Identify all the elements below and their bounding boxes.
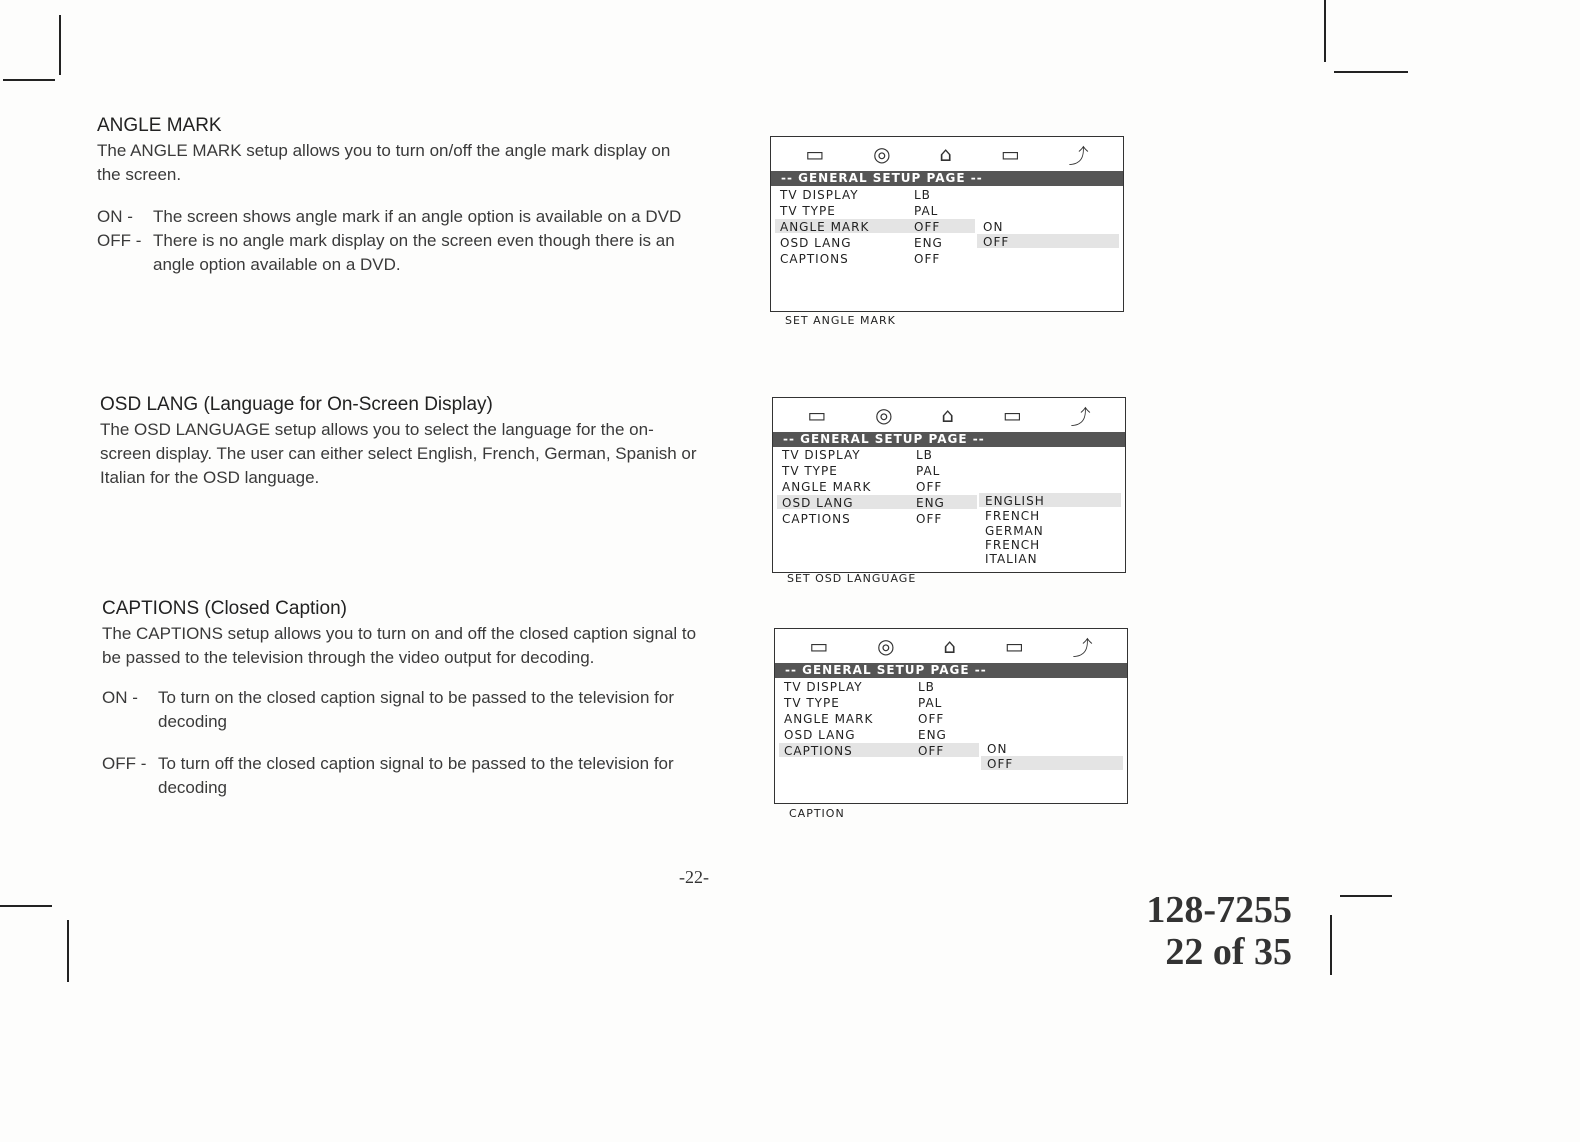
option-key: ON - [97,207,133,226]
screen-caption: SET OSD LANGUAGE [787,572,917,585]
crop-mark [1340,895,1392,897]
option-off [97,229,697,277]
menu-option: ENGLISH [985,494,1045,508]
crop-mark [0,905,52,907]
menu-row-label: ANGLE MARK [780,220,870,234]
exit-icon: ⤴ [1068,143,1089,168]
option-text: To turn off the closed caption signal to be passed to the television for decoding [158,754,674,797]
menu-row-label: ANGLE MARK [782,480,872,494]
menu-row-value: OFF [916,512,943,526]
menu-option: FRENCH [985,509,1041,523]
crop-mark [1330,915,1332,975]
menu-header: -- GENERAL SETUP PAGE -- [771,171,1123,186]
captions-section [102,598,702,800]
crop-mark [67,920,69,982]
menu-row-value: OFF [918,712,945,726]
menu-icon-bar [775,629,1127,663]
menu-icon-bar [773,398,1125,432]
option-text: To turn on the closed caption signal to be passed to the television for decoding [158,688,674,731]
osd-screen-osd-lang [772,397,1126,573]
lock-icon: ⌂ [939,142,953,166]
menu-row-value: OFF [916,480,943,494]
section-title: ANGLE MARK [97,115,222,136]
menu-option: FRENCH [985,538,1041,552]
document-page-count: 22 of 35 [1165,931,1292,973]
document-number: 128-7255 [1146,889,1292,931]
audio-icon: ◎ [877,634,895,658]
audio-icon: ◎ [875,403,893,427]
menu-row-value: ENG [916,496,945,510]
menu-row-label: CAPTIONS [784,744,853,758]
menu-row-label: CAPTIONS [782,512,851,526]
screen-caption: SET ANGLE MARK [785,314,896,327]
menu-row-label: CAPTIONS [780,252,849,266]
menu-icon-bar [771,137,1123,171]
menu-option: GERMAN [985,524,1044,538]
menu-row-label: OSD LANG [780,236,852,250]
option-key: ON - [102,688,138,707]
screen-icon: ▭ [1000,142,1020,166]
tv-icon: ▭ [809,634,829,658]
menu-option: ITALIAN [985,552,1038,566]
menu-option: ON [983,220,1004,234]
menu-row-value: OFF [918,744,945,758]
menu-row-label: ANGLE MARK [784,712,874,726]
option-key: OFF - [97,231,142,250]
osd-lang-section [100,394,700,490]
lock-icon: ⌂ [943,634,957,658]
menu-row-value: LB [918,680,935,694]
option-text: There is no angle mark display on the screen even though there is an angle option available on a DVD. [153,231,675,274]
page-number: -22- [679,867,709,887]
section-title: CAPTIONS (Closed Caption) [102,598,347,619]
tv-icon: ▭ [805,142,825,166]
menu-row-label: OSD LANG [784,728,856,742]
menu-row-value: OFF [914,252,941,266]
menu-option: OFF [987,757,1014,771]
section-title: OSD LANG (Language for On-Screen Display) [100,394,493,415]
menu-row-label: TV DISPLAY [782,448,861,462]
menu-row-value: PAL [916,464,941,478]
menu-header: -- GENERAL SETUP PAGE -- [773,432,1125,447]
menu-row-label: TV TYPE [784,696,840,710]
menu-row-label: TV TYPE [782,464,838,478]
tv-icon: ▭ [807,403,827,427]
menu-row-value: PAL [918,696,943,710]
lock-icon: ⌂ [941,403,955,427]
menu-row-label: TV DISPLAY [784,680,863,694]
menu-row-label: TV TYPE [780,204,836,218]
osd-screen-angle-mark [770,136,1124,312]
menu-row-value: PAL [914,204,939,218]
section-body: The CAPTIONS setup allows you to turn on and off the closed caption signal to be passed to the television through the video output for decoding. [102,624,697,667]
audio-icon: ◎ [873,142,891,166]
exit-icon: ⤴ [1070,404,1091,429]
menu-row-value: LB [914,188,931,202]
section-body: The OSD LANGUAGE setup allows you to select the language for the on-screen display. The user can either select English, French, German, Spanish or Italian for the OSD language. [100,420,697,487]
osd-screen-captions [774,628,1128,804]
menu-row-value: LB [916,448,933,462]
option-on [97,205,697,229]
section-body: The ANGLE MARK setup allows you to turn on/off the angle mark display on the screen. [97,141,671,184]
menu-option: ON [987,742,1008,756]
screen-caption: CAPTION [789,807,845,820]
menu-header: -- GENERAL SETUP PAGE -- [775,663,1127,678]
menu-row-label: OSD LANG [782,496,854,510]
menu-row-value: ENG [918,728,947,742]
option-on [102,686,702,734]
screen-icon: ▭ [1002,403,1022,427]
menu-row-value: ENG [914,236,943,250]
angle-mark-section [97,115,697,277]
crop-mark [1324,0,1326,62]
menu-row-value: OFF [914,220,941,234]
option-text: The screen shows angle mark if an angle option is available on a DVD [153,207,682,226]
option-key: OFF - [102,754,147,773]
crop-mark [1334,71,1408,73]
screen-icon: ▭ [1004,634,1024,658]
menu-option: OFF [983,235,1010,249]
exit-icon: ⤴ [1072,635,1093,660]
menu-row-label: TV DISPLAY [780,188,859,202]
crop-mark [59,15,61,75]
option-off [102,752,702,800]
crop-mark [3,79,55,81]
